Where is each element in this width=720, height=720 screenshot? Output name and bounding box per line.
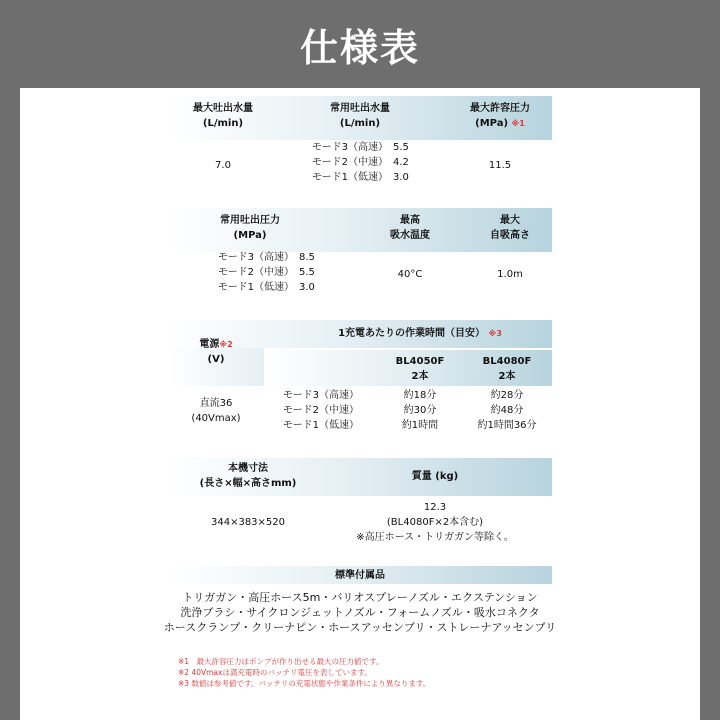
normal-flow-header: 常用吐出水量 (L/min) — [330, 103, 390, 129]
bl4050f-times: 約18分 約30分 約1時間 — [401, 390, 439, 431]
flow-mode-values: 5.5 4.2 3.0 — [393, 142, 409, 183]
accessories-list: トリガガン・高圧ホース5m・バリオスプレーノズル・エクステンション 洗浄ブラシ・サイクロンジェットノズル・フォームノズル・吸水コネクタ ホースクランプ・クリーナピン・ホースアッセンブリ・ストレーナアッセンブリ — [163, 591, 557, 634]
bl4080f-header: BL4080F 2本 — [482, 356, 532, 382]
max-flow-value: 7.0 — [215, 160, 231, 171]
self-suction-header: 最大 自吸高さ — [490, 215, 530, 241]
power-header: 電源$^{※2}$ (V) — [199, 339, 233, 365]
page-header — [0, 0, 720, 88]
page-title: 仕様表 — [299, 25, 420, 70]
footnotes: ※1 最大許容圧力はポンプが作り出せる最大の圧力値です。 ※2 40Vmaxは満充電時のバッテリ電圧を表しています。 ※3 数値は参考値です。バッテリの充電状態や作業条件により異なります。 — [178, 657, 431, 688]
normal-pressure-header: 常用吐出圧力 (MPa) — [220, 215, 280, 241]
weight-value: 12.3 (BL4080F×2本含む) ※高圧ホース・トリガガン等除く。 — [356, 502, 514, 543]
work-mode-labels: モード3（高速） モード2（中速） モード1（低速） — [283, 390, 359, 431]
bl4050f-header: BL4050F 2本 — [395, 356, 445, 382]
accessories-header: 標準付属品 — [335, 570, 385, 581]
self-suction-value: 1.0m — [497, 269, 523, 280]
spec-panel — [20, 88, 700, 720]
max-temp-header: 最高 吸水温度 — [390, 215, 430, 241]
flow-mode-labels: モード3（高速） モード2（中速） モード1（低速） — [312, 142, 388, 183]
max-pressure-header: 最大許容圧力 (MPa) $^{※1}$ — [470, 103, 530, 129]
max-pressure-value: 11.5 — [488, 160, 512, 171]
bl4080f-times: 約28分 約48分 約1時間36分 — [477, 390, 537, 431]
max-flow-header: 最大吐出水量 (L/min) — [193, 103, 253, 129]
power-value: 直流36 (40Vmax) — [191, 398, 241, 424]
work-time-header: 1充電あたりの作業時間（目安） $^{※3}$ — [338, 328, 502, 339]
max-temp-value: 40°C — [397, 269, 423, 280]
pressure-mode-labels: モード3（高速） モード2（中速） モード1（低速） — [218, 252, 294, 293]
dimensions-header: 本機寸法 (長さ×幅×高さmm) — [199, 463, 297, 489]
pressure-mode-values: 8.5 5.5 3.0 — [299, 252, 315, 293]
weight-header: 質量 (kg) — [411, 471, 459, 482]
dimensions-value: 344×383×520 — [210, 517, 286, 528]
